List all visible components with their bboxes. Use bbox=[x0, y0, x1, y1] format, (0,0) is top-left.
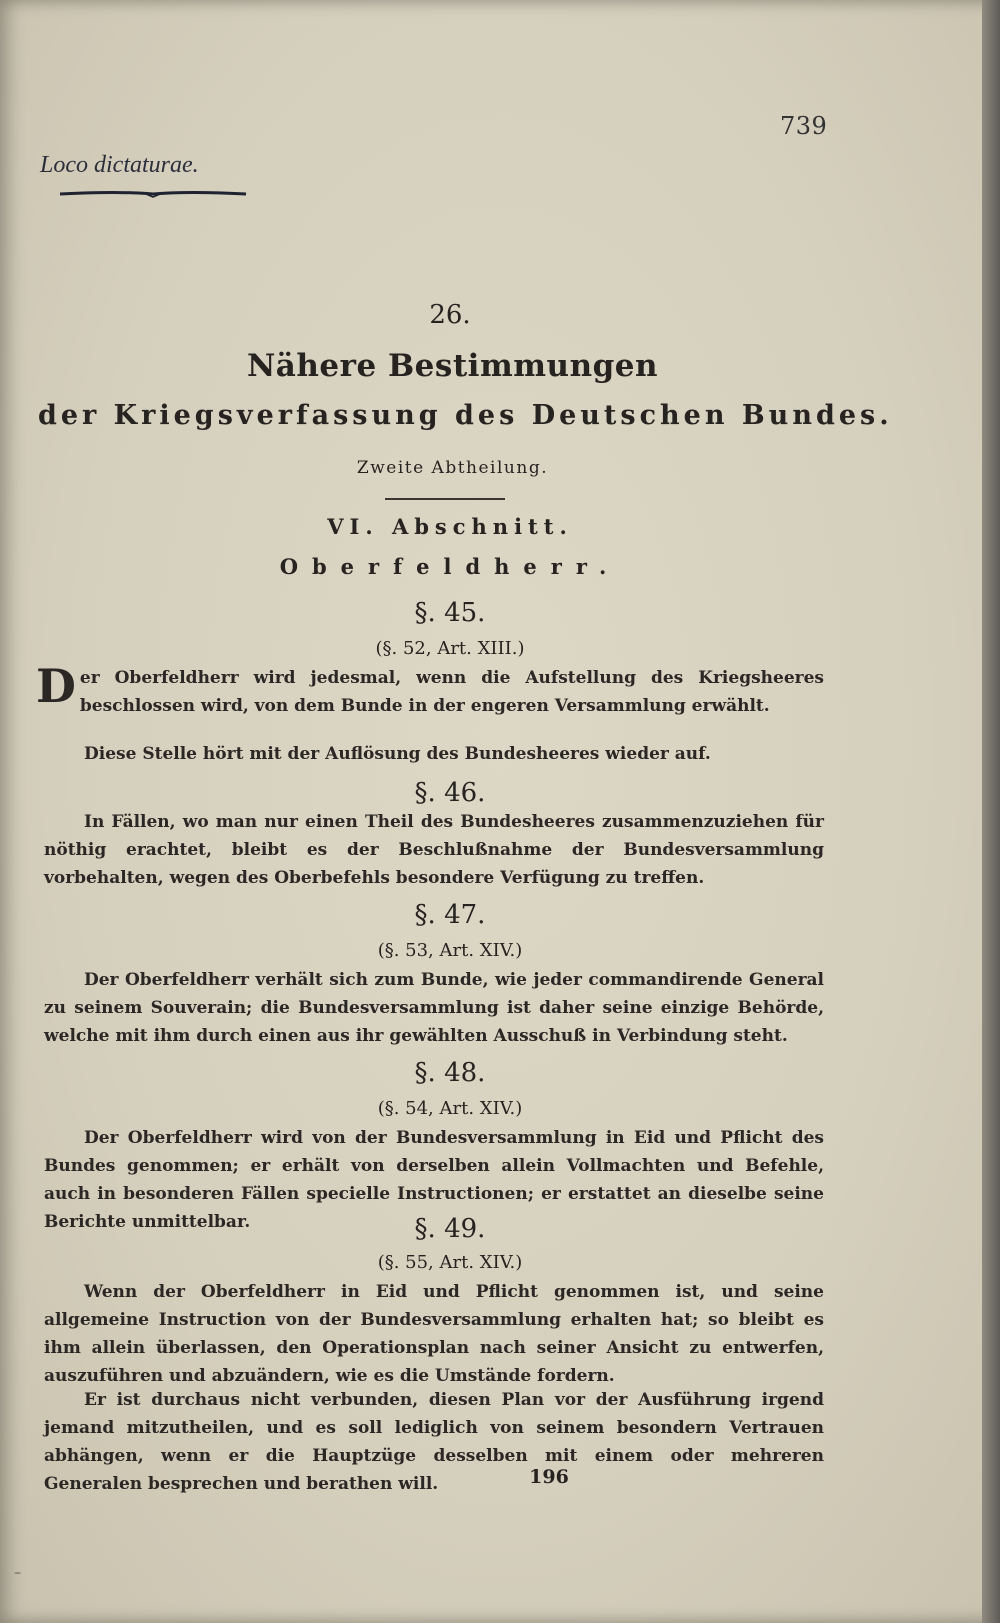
loco-underline-flourish bbox=[58, 190, 248, 198]
paragraph-48-text: Der Oberfeldherr wird von der Bundesversammlung in Eid und Pflicht des Bundes genommen; er erhält von derselben allein Vollmachten und Befehle, auch in besonderen Fällen specielle Instructionen; er erstattet an dieselbe seine Berichte unmittelbar. bbox=[44, 1128, 824, 1232]
paragraph-47-text: Der Oberfeldherr verhält sich zum Bunde, wie jeder commandirende General zu seinem Souverain; die Bundesversammlung ist daher seine einzige Behörde, welche mit ihm durch einen aus ihr gewählten Ausschuß in Verbindung steht. bbox=[44, 970, 824, 1046]
paragraph-49-text-1: Wenn der Oberfeldherr in Eid und Pflicht genommen ist, und seine allgemeine Instruction von der Bundesversammlung erhalten hat; so bleibt es ihm allein überlassen, den Operationsplan nach seiner Ansicht zu entwerfen, auszuführen und abzuändern, wie es die Umstände fordern. bbox=[44, 1282, 824, 1386]
page-number: 739 bbox=[780, 112, 828, 140]
paragraph-49-heading: §. 49. bbox=[414, 1214, 486, 1244]
title-line-2: der Kriegsverfassung des Deutschen Bundes. bbox=[38, 400, 893, 431]
paragraph-47-heading: §. 47. bbox=[414, 900, 486, 930]
divider-rule bbox=[385, 498, 505, 500]
drop-cap-letter: D bbox=[36, 659, 76, 713]
paragraph-49-reference: (§. 55, Art. XIV.) bbox=[377, 1252, 523, 1273]
paragraph-45-reference: (§. 52, Art. XIII.) bbox=[375, 638, 525, 659]
paragraph-45-text bbox=[36, 659, 824, 720]
page-edge-shadow bbox=[982, 0, 1000, 1623]
signature-mark: 196 bbox=[529, 1466, 569, 1488]
loco-dictaturae-note: Loco dictaturae. bbox=[40, 152, 199, 178]
paragraph-46-heading: §. 46. bbox=[414, 778, 486, 808]
paragraph-47-reference: (§. 53, Art. XIV.) bbox=[377, 940, 523, 961]
paragraph-48-heading: §. 48. bbox=[414, 1058, 486, 1088]
paragraph-45-heading: §. 45. bbox=[414, 598, 486, 628]
paragraph-46-text: In Fällen, wo man nur einen Theil des Bundesheeres zusammenzuziehen für nöthig erachtet, bleibt es der Beschlußnahme der Bundesversammlung vorbehalten, wegen des Oberbefehls besondere Verfügung zu treffen. bbox=[44, 812, 824, 888]
paragraph-45-body: er Oberfeldherr wird jedesmal, wenn die Aufstellung des Kriegsheeres beschlossen wird, von dem Bunde in der engeren Versammlung erwählt. bbox=[79, 668, 824, 716]
section-title: Oberfeldherr. bbox=[279, 554, 621, 579]
title-line-1: Nähere Bestimmungen bbox=[246, 348, 659, 384]
paragraph-48-reference: (§. 54, Art. XIV.) bbox=[377, 1098, 523, 1119]
section-heading: VI. Abschnitt. bbox=[327, 514, 573, 539]
paragraph-45-second: Diese Stelle hört mit der Auflösung des Bundesheeres wieder auf. bbox=[84, 744, 711, 764]
margin-mark: – bbox=[14, 1565, 21, 1581]
subtitle: Zweite Abtheilung. bbox=[356, 458, 549, 478]
paragraph-49-text-2: Er ist durchaus nicht verbunden, diesen Plan vor der Ausführung irgend jemand mitzutheilen, und es soll lediglich von seinem besondern Vertrauen abhängen, wenn er die Hauptzüge desselben mit einem oder mehreren Generalen besprechen und berathen will. bbox=[44, 1390, 824, 1494]
item-number: 26. bbox=[429, 300, 471, 330]
